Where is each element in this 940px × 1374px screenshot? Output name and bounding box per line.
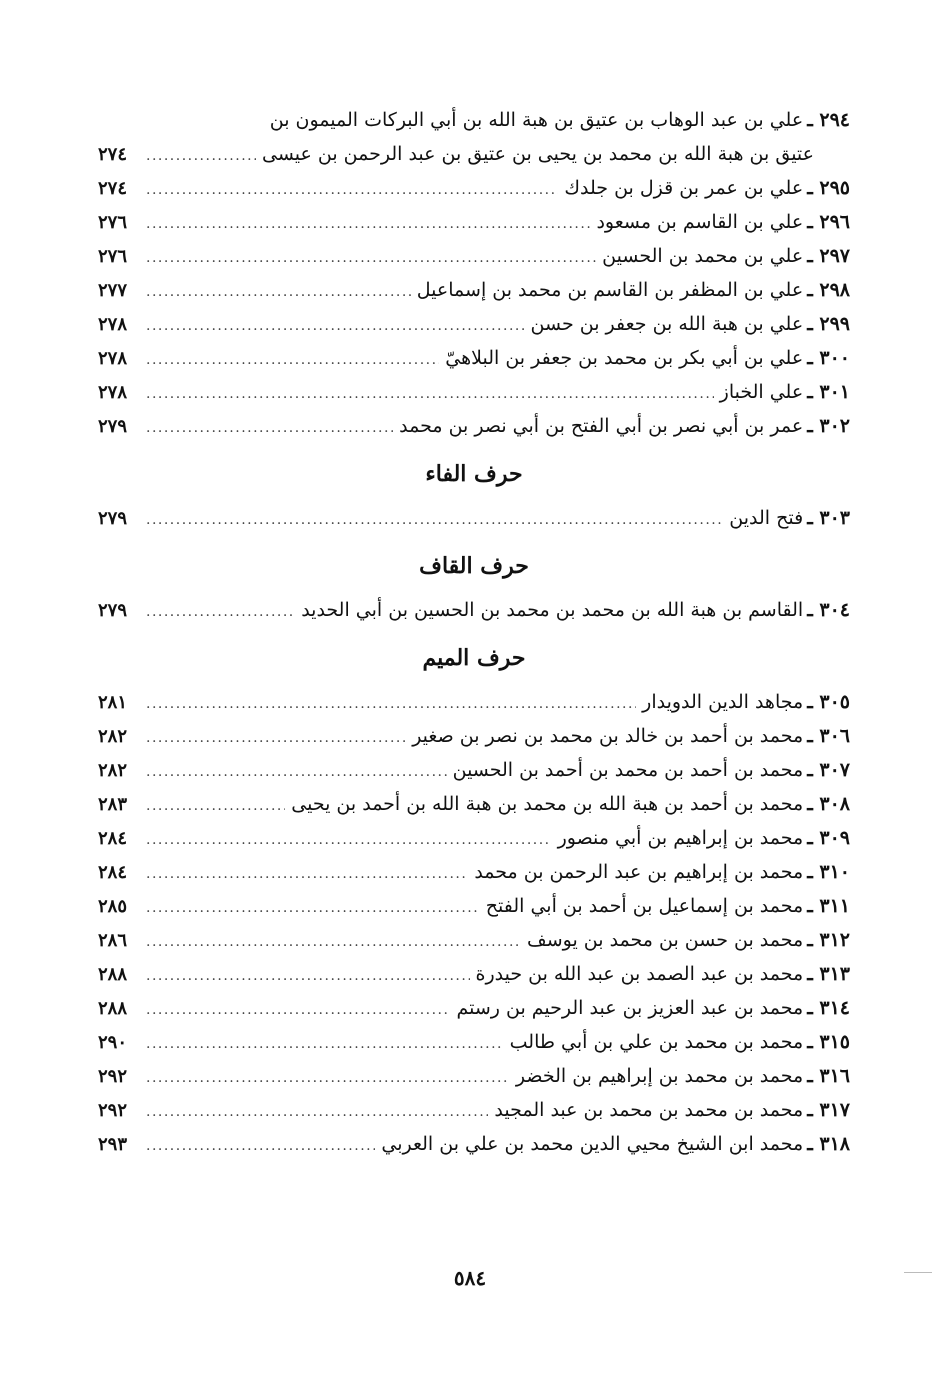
entry-page: ٢٨٢ xyxy=(98,726,128,747)
entry-number: ٣١٤ ـ xyxy=(807,997,850,1019)
dot-leader xyxy=(146,173,558,207)
index-entry xyxy=(98,1093,850,1127)
entry-page: ٢٨٤ xyxy=(98,862,128,883)
dot-leader xyxy=(146,207,590,241)
page-number: ٥٨٤ xyxy=(453,1266,487,1290)
index-entry xyxy=(98,957,850,991)
entry-number: ٢٩٧ ـ xyxy=(807,245,850,267)
entry-name: محمد بن محمد بن علي بن أبي طالب xyxy=(509,1031,804,1053)
dot-leader xyxy=(146,789,285,823)
index-entry xyxy=(98,375,850,409)
entry-name: محمد بن عبد الصمد بن عبد الله بن حيدرة xyxy=(475,963,804,985)
dot-leader xyxy=(146,377,714,411)
entry-name: علي بن محمد بن الحسين xyxy=(602,245,804,267)
entry-page: ٢٩٣ xyxy=(98,1134,128,1155)
entry-number: ٣١٢ ـ xyxy=(807,929,850,951)
entry-name: محمد بن عبد العزيز بن عبد الرحيم بن رستم xyxy=(456,997,804,1019)
index-entry xyxy=(98,889,850,923)
entry-number: ٣٠٠ ـ xyxy=(807,347,850,369)
entry-number: ٢٩٨ ـ xyxy=(807,279,850,301)
dot-leader xyxy=(146,139,256,173)
entry-name: علي بن القاسم بن مسعود xyxy=(596,211,804,233)
entry-page: ٢٧٦ xyxy=(98,212,128,233)
entry-name: عتيق بن هبة الله بن محمد بن يحيى بن عتيق بن عبد الرحمن بن عيسى xyxy=(261,143,814,165)
entry-number: ٣١٧ ـ xyxy=(807,1099,850,1121)
dot-leader xyxy=(146,411,393,445)
index-entry xyxy=(98,991,850,1025)
entry-name: علي بن عمر بن قزل بن جلدك xyxy=(564,177,804,199)
entry-name: محمد ابن الشيخ محيي الدين محمد بن علي بن العربي xyxy=(381,1133,804,1155)
entry-page: ٢٧٦ xyxy=(98,246,128,267)
entry-name: علي بن أبي بكر بن محمد بن جعفر بن البلاهيّ xyxy=(445,347,804,369)
entry-number: ٢٩٩ ـ xyxy=(807,313,850,335)
dot-leader xyxy=(146,925,521,959)
entry-page: ٢٨١ xyxy=(98,692,128,713)
dot-leader xyxy=(146,1095,488,1129)
entry-name: محمد بن محمد بن إبراهيم بن الخضر xyxy=(515,1065,804,1087)
entry-name: عمر بن أبي نصر بن أبي الفتح بن أبي نصر بن محمد xyxy=(399,415,804,437)
index-entry xyxy=(98,719,850,753)
entry-page: ٢٨٨ xyxy=(98,998,128,1019)
dot-leader xyxy=(146,687,636,721)
entry-page: ٢٧٨ xyxy=(98,348,128,369)
entry-page: ٢٧٨ xyxy=(98,314,128,335)
index-entry xyxy=(98,409,850,443)
index-entry xyxy=(98,753,850,787)
entry-page: ٢٩٢ xyxy=(98,1100,128,1121)
index-entry xyxy=(98,103,850,137)
entry-name: مجاهد الدين الدويدار xyxy=(642,691,804,713)
entry-name: محمد بن أحمد بن هبة الله بن محمد بن هبة الله بن أحمد بن يحيى xyxy=(291,793,804,815)
entry-page: ٢٧٧ xyxy=(98,280,128,301)
entry-name: محمد بن إبراهيم بن أبي منصور xyxy=(557,827,804,849)
entry-number: ٢٩٤ ـ xyxy=(807,109,850,131)
section-heading-qaf: حرف القاف xyxy=(419,553,529,579)
entry-page: ٢٧٨ xyxy=(98,382,128,403)
entry-number: ٣٠٨ ـ xyxy=(807,793,850,815)
dot-leader xyxy=(146,275,411,309)
entry-number: ٣١٨ ـ xyxy=(807,1133,850,1155)
entry-page: ٢٨٤ xyxy=(98,828,128,849)
entry-page: ٢٨٥ xyxy=(98,896,128,917)
dot-leader xyxy=(146,1061,510,1095)
entry-name: علي بن هبة الله بن جعفر بن حسن xyxy=(530,313,804,335)
entry-page: ٢٨٢ xyxy=(98,760,128,781)
entry-name: محمد بن أحمد بن محمد بن أحمد بن الحسين xyxy=(452,759,804,781)
index-entry xyxy=(98,239,850,273)
index-entry xyxy=(98,855,850,889)
entry-number: ٣٠٩ ـ xyxy=(807,827,850,849)
dot-leader xyxy=(146,823,552,857)
entry-page: ٢٧٩ xyxy=(98,600,128,621)
section-heading-mim: حرف الميم xyxy=(422,645,526,671)
entry-number: ٢٩٦ ـ xyxy=(807,211,850,233)
section-heading-fa: حرف الفاء xyxy=(425,461,523,487)
entry-name: محمد بن محمد بن محمد بن عبد المجيد xyxy=(494,1099,804,1121)
dot-leader xyxy=(146,755,447,789)
entry-name: فتح الدين xyxy=(729,507,804,529)
index-entry xyxy=(98,341,850,375)
index-content xyxy=(98,103,850,1161)
entry-page: ٢٩٠ xyxy=(98,1032,128,1053)
dot-leader xyxy=(146,503,723,537)
entry-page: ٢٧٩ xyxy=(98,508,128,529)
dot-leader xyxy=(146,891,480,925)
index-entry xyxy=(98,171,850,205)
entry-number: ٢٩٥ ـ xyxy=(807,177,850,199)
index-entry xyxy=(98,137,850,171)
entry-name: القاسم بن هبة الله بن محمد بن محمد بن الحسين بن أبي الحديد xyxy=(301,599,804,621)
index-entry xyxy=(98,1025,850,1059)
entry-page: ٢٧٩ xyxy=(98,416,128,437)
entry-name: محمد بن إبراهيم بن عبد الرحمن بن محمد xyxy=(474,861,804,883)
entry-number: ٣١١ ـ xyxy=(807,895,850,917)
dot-leader xyxy=(146,1129,375,1163)
entry-name: محمد بن حسن بن محمد بن يوسف xyxy=(527,929,804,951)
entry-number: ٣٠٦ ـ xyxy=(807,725,850,747)
entry-name: محمد بن أحمد بن خالد بن محمد بن نصر بن صغير xyxy=(412,725,804,747)
entry-number: ٣٠١ ـ xyxy=(807,381,850,403)
entry-page: ٢٧٤ xyxy=(98,178,128,199)
entry-number: ٣٠٧ ـ xyxy=(807,759,850,781)
entry-name: علي بن عبد الوهاب بن عتيق بن هبة الله بن أبي البركات الميمون بن xyxy=(269,109,804,131)
index-entry xyxy=(98,1059,850,1093)
entry-name: محمد بن إسماعيل بن أحمد بن أبي الفتح xyxy=(485,895,804,917)
index-entry xyxy=(98,501,850,535)
entry-number: ٣١٥ ـ xyxy=(807,1031,850,1053)
index-entry xyxy=(98,787,850,821)
entry-page: ٢٩٢ xyxy=(98,1066,128,1087)
index-entry xyxy=(98,1127,850,1161)
entry-number: ٣١٦ ـ xyxy=(807,1065,850,1087)
index-entry xyxy=(98,307,850,341)
dot-leader xyxy=(146,993,450,1027)
entry-page: ٢٨٣ xyxy=(98,794,128,815)
entry-name: علي الخباز xyxy=(719,381,804,403)
index-entry xyxy=(98,593,850,627)
entry-name: علي بن المظفر بن القاسم بن محمد بن إسماعيل xyxy=(416,279,804,301)
entry-number: ٣٠٢ ـ xyxy=(807,415,850,437)
entry-number: ٣٠٥ ـ xyxy=(807,691,850,713)
entry-page: ٢٧٤ xyxy=(98,144,128,165)
dot-leader xyxy=(146,309,525,343)
dot-leader xyxy=(146,721,406,755)
dot-leader xyxy=(146,241,596,275)
index-entry xyxy=(98,923,850,957)
index-entry xyxy=(98,273,850,307)
entry-page: ٢٨٨ xyxy=(98,964,128,985)
index-entry xyxy=(98,685,850,719)
dot-leader xyxy=(146,857,468,891)
entry-number: ٣٠٤ ـ xyxy=(807,599,850,621)
dot-leader xyxy=(146,343,439,377)
entry-page: ٢٨٦ xyxy=(98,930,128,951)
index-entry xyxy=(98,205,850,239)
entry-number: ٣١٠ ـ xyxy=(807,861,850,883)
dot-leader xyxy=(146,1027,504,1061)
entry-number: ٣١٣ ـ xyxy=(807,963,850,985)
entry-number: ٣٠٣ ـ xyxy=(807,507,850,529)
dot-leader xyxy=(146,595,295,629)
index-entry xyxy=(98,821,850,855)
dot-leader xyxy=(146,959,470,993)
margin-mark xyxy=(904,1272,932,1273)
